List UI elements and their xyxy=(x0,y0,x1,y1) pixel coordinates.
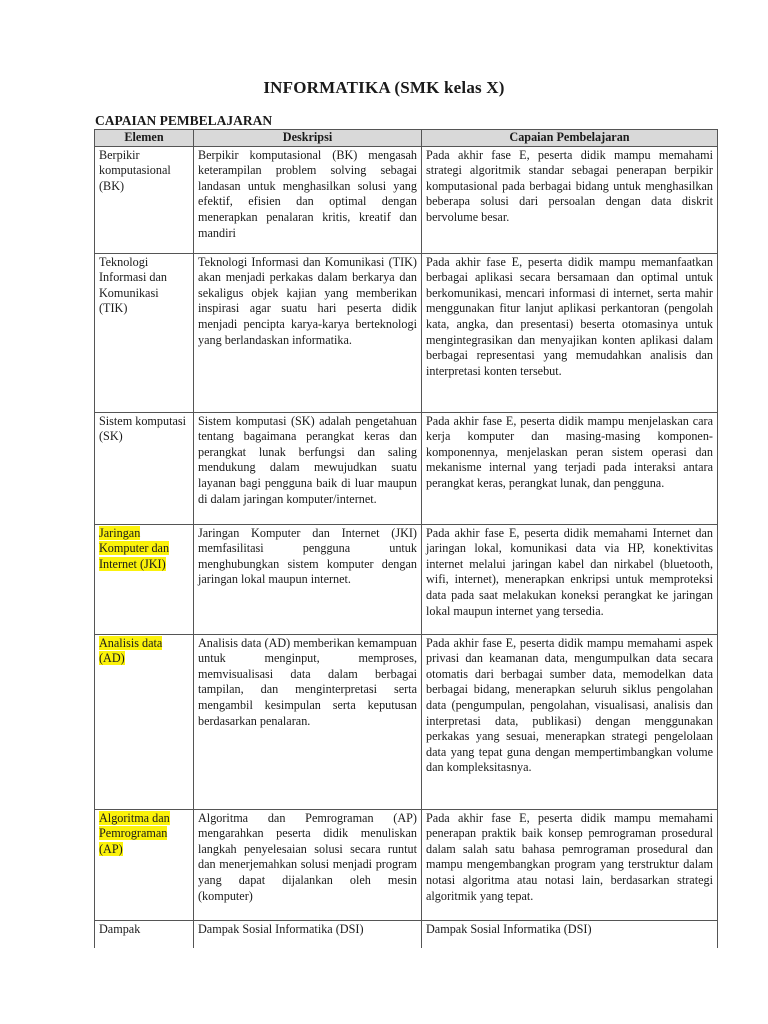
capaian-cell: Pada akhir fase E, peserta didik mampu memahami penerapan praktik baik konsep pemrograman prosedural dalam salah satu bahasa pemrograman prosedural dan mampu mengembangkan program yang terstruktur dalam notasi algoritma atau notasi lain, berdasarkan strategi algoritmik yang tepat. xyxy=(422,809,718,920)
header-elemen: Elemen xyxy=(95,130,194,147)
elemen-label-highlighted: Analisis data (AD) xyxy=(99,635,163,666)
capaian-table xyxy=(94,129,718,948)
elemen-label: Berpikir komputasional (BK) xyxy=(99,147,171,193)
table-row xyxy=(95,809,718,920)
capaian-cell: Pada akhir fase E, peserta didik mampu memanfaatkan berbagai aplikasi secara bersamaan dan optimal untuk berkomunikasi, mencari informasi di internet, serta mahir menggunakan fitur lanjut aplikasi perkantoran (pengolah kata, angka, dan presentasi) beserta otomasinya untuk mengintegrasikan dan menyajikan konten aplikasi dalam berbagai representasi yang memudahkan analisis dan interpretasi konten tersebut. xyxy=(422,253,718,412)
table-header-row xyxy=(95,130,718,147)
header-deskripsi: Deskripsi xyxy=(194,130,422,147)
deskripsi-cell: Analisis data (AD) memberikan kemampuan untuk menginput, memproses, memvisualisasi data dalam berbagai tampilan, dan menginterpretasi serta mengambil kesimpulan serta keputusan berdasarkan penalaran. xyxy=(194,634,422,809)
deskripsi-cell: Berpikir komputasional (BK) mengasah keterampilan problem solving sebagai landasan untuk menghasilkan solusi yang efektif, efisien dan optimal dengan menerapkan penalaran kritis, kreatif dan mandiri xyxy=(194,146,422,253)
elemen-cell xyxy=(95,412,194,524)
deskripsi-cell: Teknologi Informasi dan Komunikasi (TIK) akan menjadi perkakas dalam berkarya dan sekaligus objek kajian yang memberikan inspirasi agar suatu hari peserta didik menjadi pencipta karya-karya berteknologi yang berlandaskan informatika. xyxy=(194,253,422,412)
table-row xyxy=(95,253,718,412)
elemen-cell xyxy=(95,634,194,809)
deskripsi-cell: Sistem komputasi (SK) adalah pengetahuan tentang bagaimana perangkat keras dan perangkat lunak berfungsi dan saling mendukung dalam mewujudkan suatu layanan bagi pengguna baik di luar maupun di dalam jaringan komputer/internet. xyxy=(194,412,422,524)
capaian-cell: Pada akhir fase E, peserta didik mampu menjelaskan cara kerja komputer dan masing-masing komponen-komponennya, menjelaskan peran sistem operasi dan mekanisme internal yang terjadi pada interaksi antara perangkat keras, perangkat lunak, dan pengguna. xyxy=(422,412,718,524)
elemen-cell xyxy=(95,524,194,634)
elemen-cell xyxy=(95,920,194,948)
table-row xyxy=(95,920,718,948)
header-capaian: Capaian Pembelajaran xyxy=(422,130,718,147)
elemen-label-highlighted: Jaringan Komputer dan Internet (JKI) xyxy=(99,525,170,571)
capaian-cell: Dampak Sosial Informatika (DSI) xyxy=(422,920,718,948)
table-row xyxy=(95,146,718,253)
deskripsi-cell: Dampak Sosial Informatika (DSI) xyxy=(194,920,422,948)
section-title: CAPAIAN PEMBELAJARAN xyxy=(95,113,273,128)
elemen-cell xyxy=(95,146,194,253)
elemen-label: Dampak xyxy=(99,921,141,936)
table-row xyxy=(95,634,718,809)
elemen-label-highlighted: Algoritma dan Pemrograman (AP) xyxy=(99,810,170,856)
deskripsi-cell: Jaringan Komputer dan Internet (JKI) memfasilitasi pengguna untuk menghubungkan sistem komputer dengan jaringan lokal maupun internet. xyxy=(194,524,422,634)
elemen-label: Sistem komputasi (SK) xyxy=(99,413,187,444)
elemen-label: Teknologi Informasi dan Komunikasi (TIK) xyxy=(99,254,168,316)
deskripsi-cell: Algoritma dan Pemrograman (AP) mengarahkan peserta didik menuliskan langkah penyelesaian solusi secara runtut dan menerjemahkan solusi menjadi program yang dapat dijalankan oleh mesin (komputer) xyxy=(194,809,422,920)
capaian-cell: Pada akhir fase E, peserta didik mampu memahami strategi algoritmik standar sebagai penerapan berpikir komputasional pada berbagai bidang untuk menghasilkan beberapa solusi dari persoalan dengan data diskrit bervolume besar. xyxy=(422,146,718,253)
table-row xyxy=(95,524,718,634)
capaian-cell: Pada akhir fase E, peserta didik mampu memahami aspek privasi dan keamanan data, mengumpulkan data secara otomatis dari berbagai sumber data, memodelkan data berbagai bidang, menerapkan seluruh siklus pengolahan data (pengumpulan, pengolahan, visualisasi, analisis dan interpretasi data, publikasi) dengan menggunakan perkakas yang sesuai, menerapkan strategi pengelolaan data yang tepat guna dengan mempertimbangkan volume dan kompleksitasnya. xyxy=(422,634,718,809)
elemen-cell xyxy=(95,253,194,412)
elemen-cell xyxy=(95,809,194,920)
document-title: INFORMATIKA (SMK kelas X) xyxy=(263,78,505,97)
capaian-cell: Pada akhir fase E, peserta didik memahami Internet dan jaringan lokal, komunikasi data via HP, konektivitas internet melalui jaringan kabel dan nirkabel (bluetooth, wifi, internet), menerapkan enkripsi untuk memproteksi data pada saat melakukan koneksi perangkat ke jaringan lokal maupun internet yang tersedia. xyxy=(422,524,718,634)
table-row xyxy=(95,412,718,524)
